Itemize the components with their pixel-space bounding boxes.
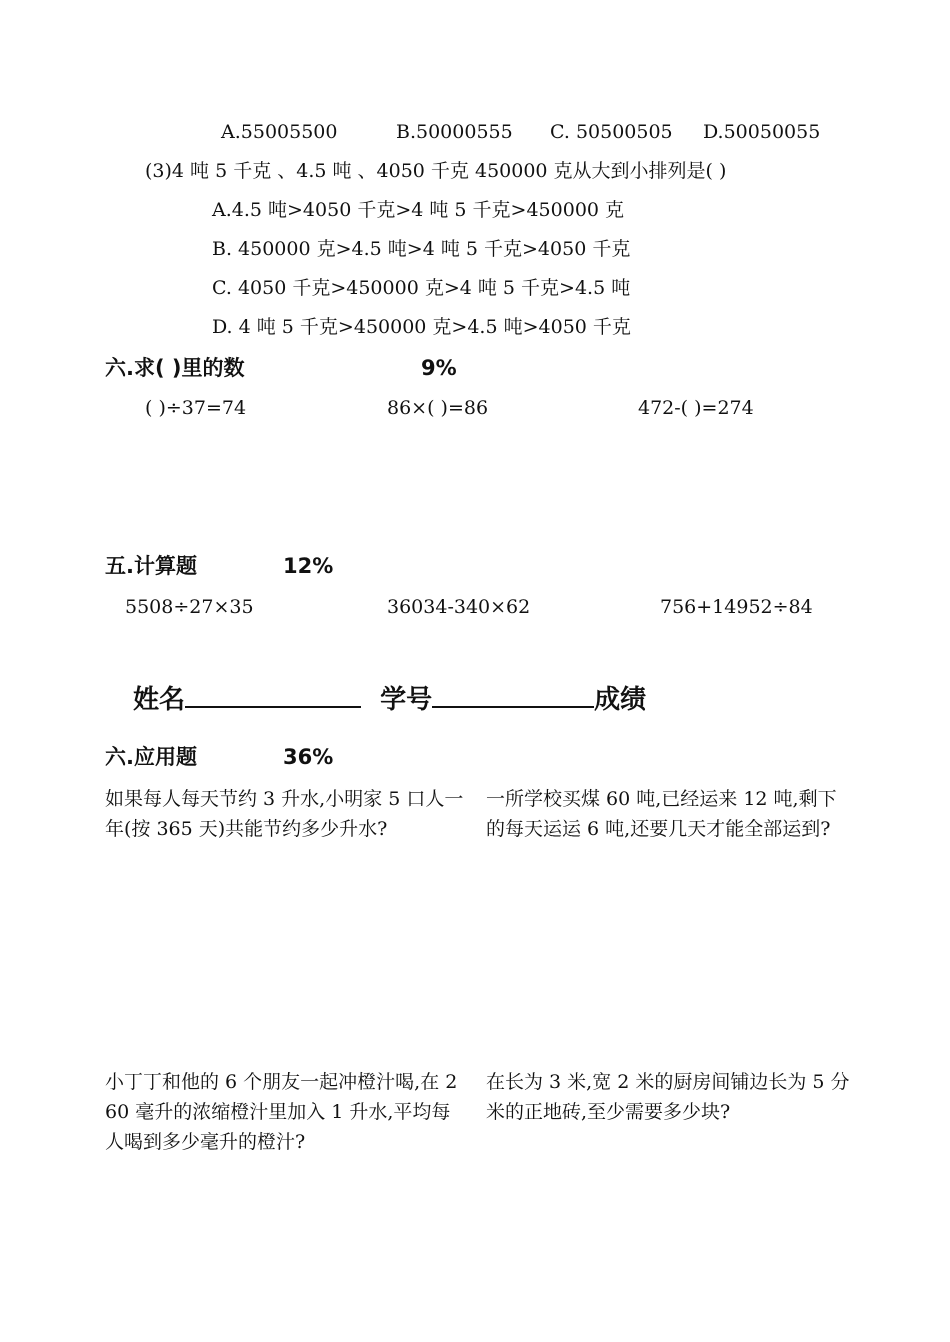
- q3-stem: (3)4 吨 5 千克 、4.5 吨 、4050 千克 450000 克从大到小排列是( ): [145, 160, 727, 182]
- find-item-1: ( )÷37=74: [145, 397, 247, 419]
- apply-problem-4: 在长为 3 米,宽 2 米的厨房间铺边长为 5 分米的正地砖,至少需要多少块?: [486, 1071, 850, 1123]
- calc-item-2: 36034-340×62: [387, 596, 531, 618]
- q3-option-d: D. 4 吨 5 千克>450000 克>4.5 吨>4050 千克: [212, 316, 631, 338]
- find-item-2: 86×( )=86: [387, 397, 489, 419]
- q2-option-a: A.55005500: [221, 121, 338, 143]
- section-apply-title: 六.应用题: [105, 745, 197, 769]
- id-label: 学号: [380, 685, 433, 715]
- name-blank[interactable]: [185, 684, 361, 708]
- q2-option-c: C. 50500505: [550, 121, 673, 143]
- q3-option-c: C. 4050 千克>450000 克>4 吨 5 千克>4.5 吨: [212, 277, 631, 299]
- apply-problem-1: 如果每人每天节约 3 升水,小明家 5 口人一年(按 365 天)共能节约多少升水?: [105, 788, 464, 840]
- q2-option-b: B.50000555: [396, 121, 513, 143]
- q2-option-d: D.50050055: [703, 121, 821, 143]
- section-find-percent: 9%: [421, 356, 457, 380]
- apply-problem-3: 小丁丁和他的 6 个朋友一起冲橙汁喝,在 260 毫升的浓缩橙汁里加入 1 升水,平均每人喝到多少毫升的橙汁?: [105, 1071, 458, 1153]
- score-label: 成绩: [594, 685, 647, 715]
- find-item-3: 472-( )=274: [638, 397, 754, 419]
- q3-option-b: B. 450000 克>4.5 吨>4 吨 5 千克>4050 千克: [212, 238, 631, 260]
- section-calc-title: 五.计算题: [105, 554, 197, 578]
- section-calc-percent: 12%: [283, 554, 334, 578]
- id-blank[interactable]: [432, 684, 594, 708]
- student-info-line: [133, 683, 646, 717]
- q3-option-a: A.4.5 吨>4050 千克>4 吨 5 千克>450000 克: [212, 199, 625, 221]
- calc-item-3: 756+14952÷84: [660, 596, 813, 618]
- section-apply-percent: 36%: [283, 745, 334, 769]
- apply-problem-2: 一所学校买煤 60 吨,已经运来 12 吨,剩下的每天运运 6 吨,还要几天才能全部运到?: [486, 788, 837, 840]
- section-find-title: 六.求( )里的数: [105, 356, 245, 380]
- name-label: 姓名: [133, 685, 186, 715]
- calc-item-1: 5508÷27×35: [125, 596, 254, 618]
